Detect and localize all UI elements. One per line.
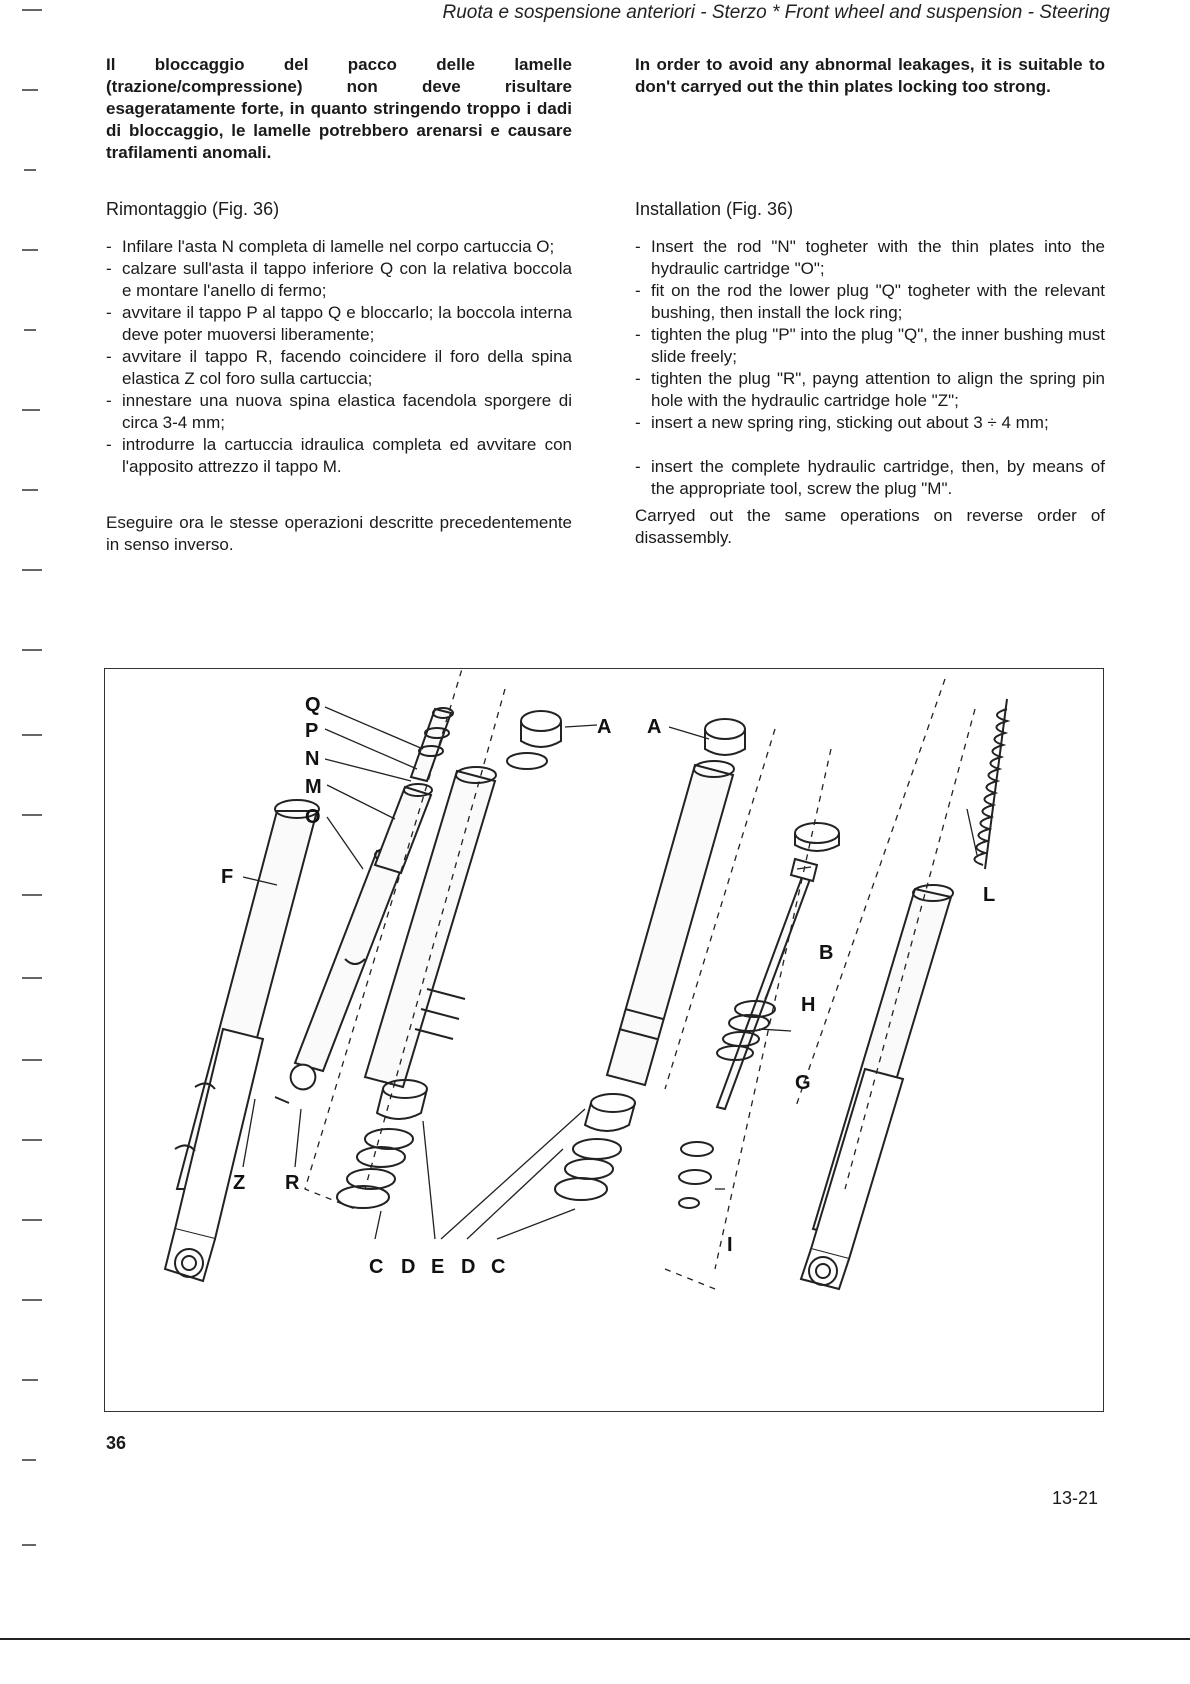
italian-step: - Infilare l'asta N completa di lamelle nel corpo cartuccia O;	[106, 236, 572, 258]
label-i: I	[727, 1234, 733, 1256]
margin-tick-marks	[0, 0, 60, 1684]
english-step: - tighten the plug "P" into the plug "Q", the inner bushing must slide freely;	[635, 324, 1105, 368]
tube-left-drawing	[365, 711, 561, 1087]
english-step: - tighten the plug "R", payng attention to align the spring pin hole with the hydraulic cartridge hole "Z";	[635, 368, 1105, 412]
fork-leg-right-drawing	[801, 699, 1007, 1289]
italian-step: - avvitare il tappo R, facendo coincidere il foro della spina elastica Z col foro sulla cartuccia;	[106, 346, 572, 390]
label-a-left: A	[597, 716, 612, 738]
english-step: - fit on the rod the lower plug "Q" togheter with the relevant bushing, then install the lock ring;	[635, 280, 1105, 324]
exploded-fork-figure	[104, 668, 1104, 1412]
label-f: F	[221, 866, 234, 888]
english-step: - insert the complete hydraulic cartridge, then, by means of the appropriate tool, screw the plug "M".	[635, 456, 1105, 500]
italian-steps	[106, 236, 572, 478]
label-z: Z	[233, 1172, 246, 1194]
italian-step: - innestare una nuova spina elastica facendola sporgere di circa 3-4 mm;	[106, 390, 572, 434]
label-c-right: C	[491, 1256, 506, 1278]
label-h: H	[801, 994, 816, 1016]
tube-right-drawing	[555, 719, 745, 1200]
label-r: R	[285, 1172, 300, 1194]
label-c-left: C	[369, 1256, 384, 1278]
italian-closing: Eseguire ora le stesse operazioni descritte precedentemente in senso inverso.	[106, 513, 572, 554]
label-m: M	[305, 776, 322, 798]
label-n: N	[305, 748, 320, 770]
label-d-right: D	[461, 1256, 476, 1278]
fork-illustration	[105, 669, 1105, 1413]
italian-intro: Il bloccaggio del pacco delle lamelle (trazione/compressione) non deve risultare esageratamente forte, in quanto stringendo troppo i dadi di bloccaggio, le lamelle potrebbero arenarsi e causare trafilamenti anomali.	[106, 55, 572, 162]
bottom-rule	[0, 1638, 1190, 1640]
label-p: P	[305, 720, 319, 742]
fork-leg-left-drawing	[165, 800, 319, 1281]
italian-step: - calzare sull'asta il tappo inferiore Q con la relativa boccola e montare l'anello di fermo;	[106, 258, 572, 302]
english-step: - Insert the rod "N" togheter with the thin plates into the hydraulic cartridge "O";	[635, 236, 1105, 280]
english-intro: In order to avoid any abnormal leakages, it is suitable to don't carryed out the thin plates locking too strong.	[635, 55, 1105, 96]
figure-number: 36	[106, 1433, 127, 1453]
english-step: - insert a new spring ring, sticking out about 3 ÷ 4 mm;	[635, 412, 1105, 434]
label-a-right: A	[647, 716, 662, 738]
label-l: L	[983, 884, 996, 906]
english-steps	[635, 236, 1105, 500]
label-d-left: D	[401, 1256, 416, 1278]
page-number: 13-21	[1052, 1488, 1099, 1508]
label-g: G	[795, 1072, 811, 1094]
label-o: O	[305, 806, 321, 828]
italian-step: - avvitare il tappo P al tappo Q e bloccarlo; la boccola interna deve poter muoversi liberamente;	[106, 302, 572, 346]
running-header: Ruota e sospensione anteriori - Sterzo * Front wheel and suspension - Steering	[442, 2, 1110, 23]
label-b: B	[819, 942, 834, 964]
label-q: Q	[305, 694, 321, 716]
rings-left-drawing	[337, 1080, 427, 1208]
english-closing: Carryed out the same operations on reverse order of disassembly.	[635, 506, 1105, 547]
italian-step: - introdurre la cartuccia idraulica completa ed avvitare con l'apposito attrezzo il tappo M.	[106, 434, 572, 478]
label-e: E	[431, 1256, 445, 1278]
italian-section-title: Rimontaggio (Fig. 36)	[106, 199, 280, 219]
english-section-title: Installation (Fig. 36)	[635, 199, 794, 219]
